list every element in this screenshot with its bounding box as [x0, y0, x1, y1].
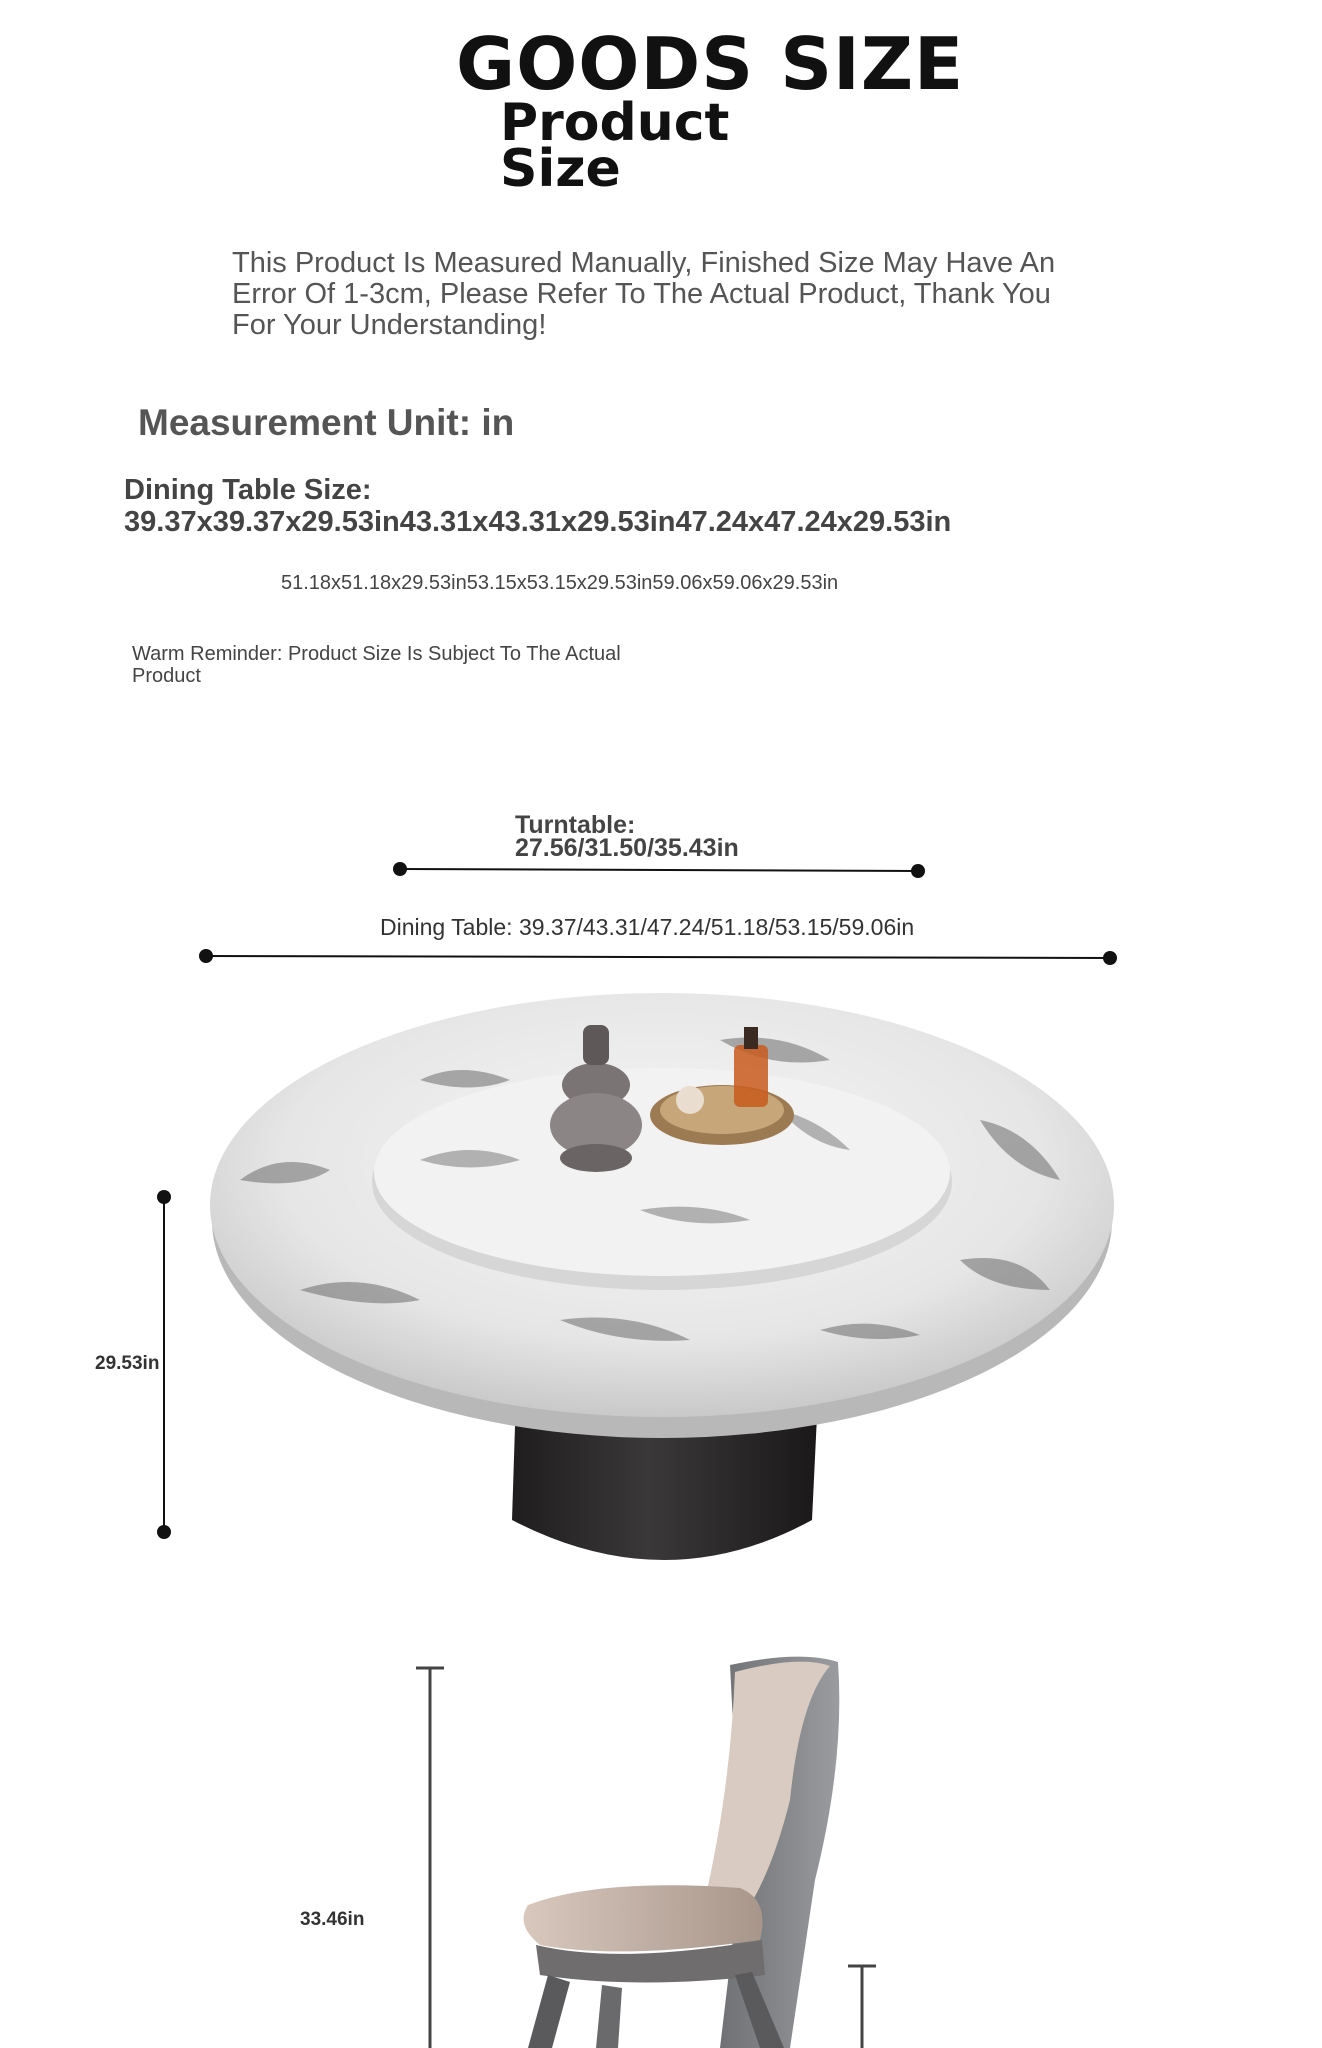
seat-height-line — [848, 1966, 876, 2048]
goods-size-title: GOODS SIZE — [456, 22, 965, 106]
chair-height-label: 33.46in — [300, 1909, 365, 1930]
chair-height-line — [416, 1668, 444, 2048]
table-height-label: 29.53in — [95, 1353, 160, 1374]
turntable-dimension-line — [393, 862, 925, 878]
chair-image — [524, 1657, 840, 2048]
measurement-unit: Measurement Unit: in — [138, 402, 515, 443]
dining-table-size-label: Dining Table Size: — [124, 474, 372, 506]
dining-table-dimension-line — [199, 949, 1117, 965]
product-size-heading: Product Size — [500, 93, 730, 199]
turntable-dimension — [515, 811, 739, 862]
dining-table-size-line1: 39.37x39.37x29.53in43.31x43.31x29.53in47.24x47.24x29.53in — [124, 506, 952, 538]
turntable-value: 27.56/31.50/35.43in — [515, 834, 739, 862]
dining-table-size-line2: 51.18x51.18x29.53in53.15x53.15x29.53in59.06x59.06x29.53in — [281, 572, 839, 594]
dining-table-dimension: Dining Table: 39.37/43.31/47.24/51.18/53.15/59.06in — [380, 914, 915, 940]
measurement-notice: This Product Is Measured Manually, Finished Size May Have An Error Of 1-3cm, Please Refer To The Actual Product, Thank You For Your Understanding! — [232, 247, 1056, 341]
warm-reminder: Warm Reminder: Product Size Is Subject To The Actual Product — [132, 643, 621, 687]
turntable-label: Turntable: — [515, 811, 636, 839]
dining-table-image — [210, 993, 1114, 1560]
